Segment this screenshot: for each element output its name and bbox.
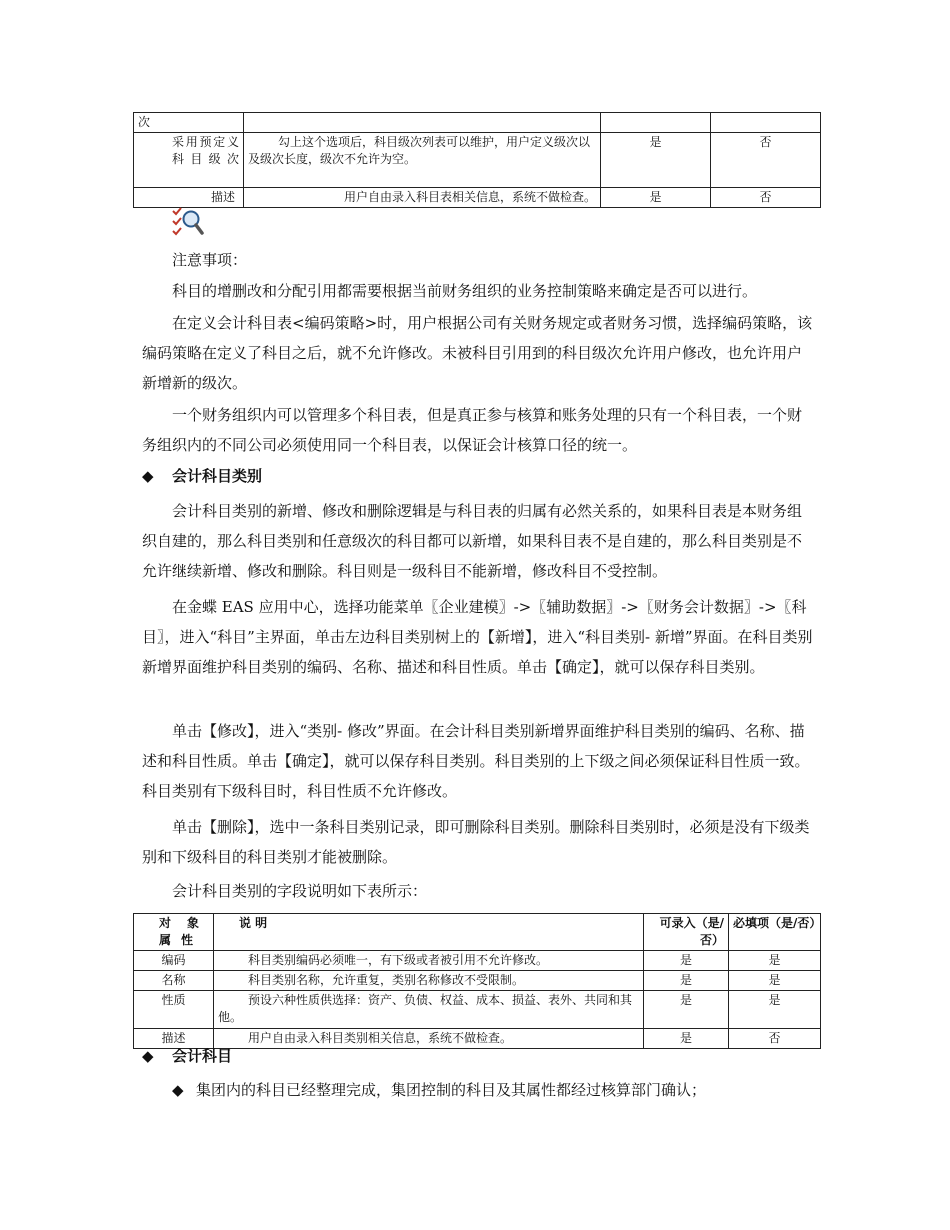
diamond-bullet-icon: ◆ xyxy=(172,1081,184,1099)
section-title: 会计科目 xyxy=(172,1047,233,1065)
table-row xyxy=(134,1029,821,1049)
table-cell: 是 xyxy=(729,971,821,991)
table-cell: 是 xyxy=(729,991,821,1029)
table-cell: 是 xyxy=(601,188,711,208)
table-cell: 是 xyxy=(729,951,821,971)
table-cell xyxy=(711,113,821,133)
header-cell: 对象属性 xyxy=(134,914,214,951)
table-cell: 否 xyxy=(711,188,821,208)
header-cell: 可录入（是/否） xyxy=(644,914,729,951)
table-cell: 科目类别名称，允许重复，类别名称修改不受限制。 xyxy=(214,971,644,991)
table-cell: 名称 xyxy=(134,971,214,991)
body-paragraph: 会计科目类别的新增、修改和删除逻辑是与科目表的归属有必然关系的，如果科目表是本财务组织自建的，那么科目类别和任意级次的科目都可以新增，如果科目表不是自建的，那么科目类别是不允许继续新增、修改和删除。科目则是一级科目不能新增，修改科目不受控制。 xyxy=(142,502,803,580)
note-paragraph: 科目的增删改和分配引用都需要根据当前财务组织的业务控制策略来确定是否可以进行。 xyxy=(172,282,758,300)
section-heading xyxy=(142,464,262,488)
body-paragraph: 单击【修改】，进入“类别- 修改”界面。在会计科目类别新增界面维护科目类别的编码、名称、描述和科目性质。单击【确定】，就可以保存科目类别。科目类别的上下级之间必须保证科目性质一致。科目类别有下级科目时，科目性质不允许修改。 xyxy=(142,722,810,800)
table-cell: 否 xyxy=(729,1029,821,1049)
header-cell: 说 明 xyxy=(214,914,644,951)
note-paragraph: 在定义会计科目表<编码策略>时，用户根据公司有关财务规定或者财务习惯，选择编码策略，该编码策略在定义了科目之后，就不允许修改。未被科目引用到的科目级次允许用户修改，也允许用户新增新的级次。 xyxy=(142,314,813,392)
table-cell: 描述 xyxy=(134,1029,214,1049)
section-heading xyxy=(142,1044,232,1068)
table-cell: 次 xyxy=(134,113,244,133)
table-cell: 用户自由录入科目表相关信息，系统不做检查。 xyxy=(244,188,601,208)
note-paragraph: 一个财务组织内可以管理多个科目表，但是真正参与核算和账务处理的只有一个科目表，一个财务组织内的不同公司必须使用同一个科目表，以保证会计核算口径的统一。 xyxy=(142,406,803,454)
table-cell: 是 xyxy=(644,951,729,971)
account-table-fields xyxy=(133,112,821,208)
table-cell: 否 xyxy=(711,133,821,188)
cell-text: 采用预定义科目级次 xyxy=(172,135,239,166)
table-cell: 编码 xyxy=(134,951,214,971)
body-paragraph: 在金蝶 EAS 应用中心，选择功能菜单〖企业建模〗->〖辅助数据〗->〖财务会计数据〗->〖科目〗，进入“科目”主界面，单击左边科目类别树上的【新增】，进入“科目类别- 新增”界面。在科目类别新增界面维护科目类别的编码、名称、描述和科目性质。单击【确定】，就可以保存科目类别。 xyxy=(142,598,813,676)
table-cell: 科目类别编码必须唯一，有下级或者被引用不允许修改。 xyxy=(214,951,644,971)
table-row xyxy=(134,991,821,1029)
table-row xyxy=(134,188,821,208)
section-title: 会计科目类别 xyxy=(172,467,263,485)
body-paragraph: 单击【删除】，选中一条科目类别记录，即可删除科目类别。删除科目类别时，必须是没有下级类别和下级科目的科目类别才能被删除。 xyxy=(142,818,810,866)
table-cell: 描述 xyxy=(134,188,244,208)
table-row xyxy=(134,951,821,971)
table-row xyxy=(134,133,821,188)
account-category-fields-table xyxy=(133,913,821,1049)
diamond-bullet-icon: ◆ xyxy=(142,1047,154,1065)
header-cell: 必填项（是/否） xyxy=(729,914,821,951)
table-cell: 是 xyxy=(644,991,729,1029)
table-header-row xyxy=(134,914,821,951)
table-row xyxy=(134,971,821,991)
table-row xyxy=(134,113,821,133)
list-item xyxy=(172,1075,812,1105)
note-title: 注意事项： xyxy=(172,251,248,269)
body-paragraph: 会计科目类别的字段说明如下表所示： xyxy=(172,882,428,900)
table-cell: 是 xyxy=(644,1029,729,1049)
table-cell: 用户自由录入科目类别相关信息，系统不做检查。 xyxy=(214,1029,644,1049)
table-cell xyxy=(601,113,711,133)
table-cell xyxy=(244,113,601,133)
diamond-bullet-icon: ◆ xyxy=(142,467,154,485)
table-cell xyxy=(134,133,244,188)
table-cell: 是 xyxy=(601,133,711,188)
note-magnifier-icon xyxy=(170,206,204,240)
table-cell: 预设六种性质供选择：资产、负债、权益、成本、损益、表外、共同和其他。 xyxy=(214,991,644,1029)
table-cell: 是 xyxy=(644,971,729,991)
list-item-text: 集团内的科目已经整理完成，集团控制的科目及其属性都经过核算部门确认； xyxy=(196,1081,707,1099)
table-cell: 性质 xyxy=(134,991,214,1029)
table-cell: 勾上这个选项后，科目级次列表可以维护，用户定义级次以及级次长度，级次不允许为空。 xyxy=(244,133,601,188)
